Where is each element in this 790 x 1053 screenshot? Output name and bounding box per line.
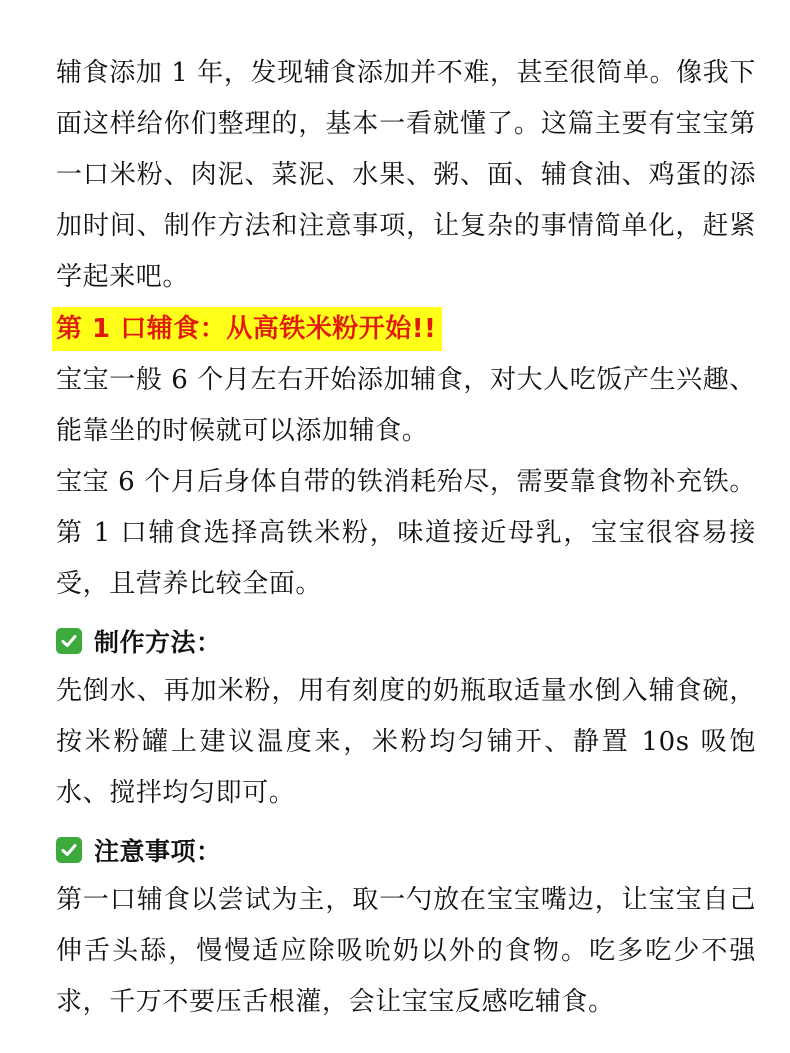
method-paragraph: 先倒水、再加米粉，用有刻度的奶瓶取适量水倒入辅食碗，按米粉罐上建议温度来，米粉均匀铺开、静置 10s 吸饱水、搅拌均匀即可。: [56, 676, 756, 808]
method-label: 制作方法：: [94, 628, 222, 657]
heading-wrap: [52, 307, 756, 351]
check-mark-icon: [56, 837, 82, 863]
body-paragraph-2: 宝宝 6 个月后身体自带的铁消耗殆尽，需要靠食物补充铁。第 1 口辅食选择高铁米粉，味道接近母乳，宝宝很容易接受，且营养比较全面。: [56, 467, 756, 599]
section-heading: 第 1 口辅食：从高铁米粉开始!!: [52, 307, 442, 351]
notes-paragraph: 第一口辅食以尝试为主，取一勺放在宝宝嘴边，让宝宝自己伸舌头舔，慢慢适应除吸吮奶以外的食物。吃多吃少不强求，千万不要压舌根灌，会让宝宝反感吃辅食。: [56, 885, 756, 1017]
check-mark-icon: [56, 628, 82, 654]
notes-label: 注意事项：: [94, 837, 222, 866]
body-paragraph-1: 宝宝一般 6 个月左右开始添加辅食，对大人吃饭产生兴趣、能靠坐的时候就可以添加辅食。: [56, 365, 756, 446]
intro-paragraph: 辅食添加 1 年，发现辅食添加并不难，甚至很简单。像我下面这样给你们整理的，基本一看就懂了。这篇主要有宝宝第一口米粉、肉泥、菜泥、水果、粥、面、辅食油、鸡蛋的添加时间、制作方法和注意事项，让复杂的事情简单化，赶紧学起来吧。: [56, 58, 756, 292]
article: [56, 48, 756, 1028]
notes-section-title: [56, 829, 756, 871]
method-section-title: [56, 620, 756, 662]
